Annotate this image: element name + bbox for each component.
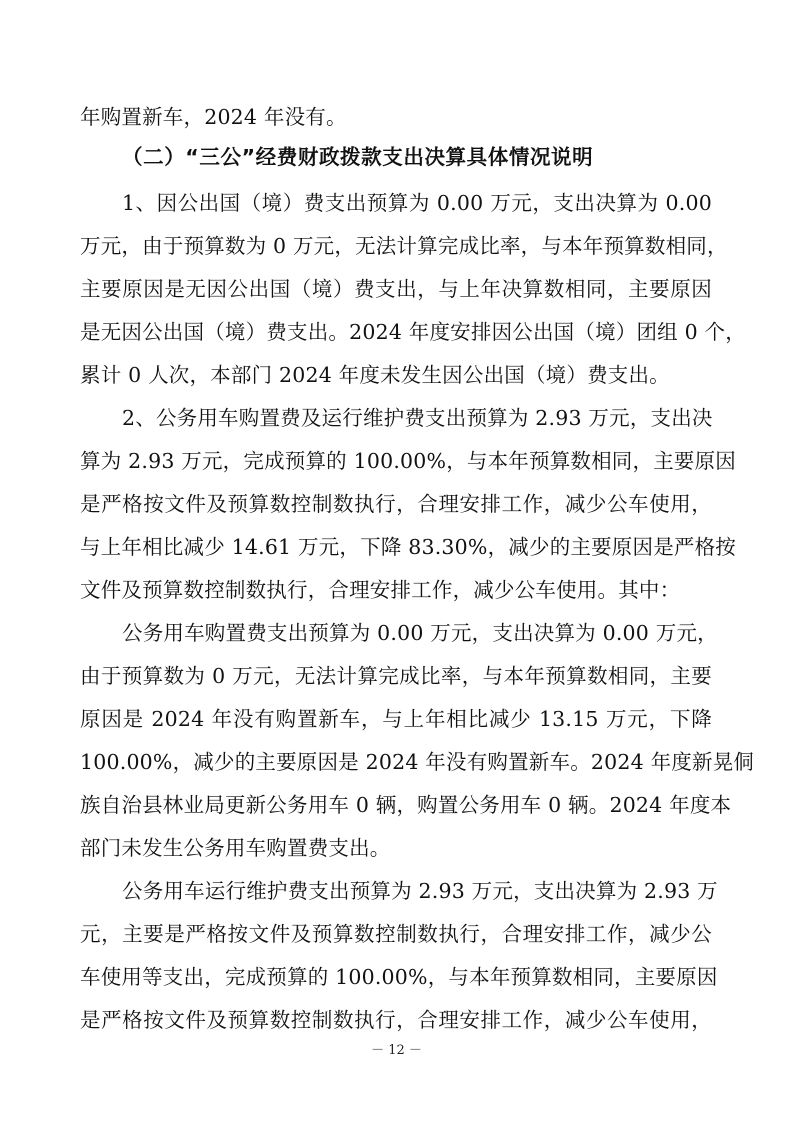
paragraph-line: 公务用车运行维护费支出预算为 2.93 万元，支出决算为 2.93 万 <box>122 879 718 903</box>
paragraph-line: 2、公务用车购置费及运行维护费支出预算为 2.93 万元，支出决 <box>122 406 713 430</box>
paragraph-line: 与上年相比减少 14.61 万元，下降 83.30%，减少的主要原因是严格按 <box>80 535 737 559</box>
paragraph-line: 1、因公出国（境）费支出预算为 0.00 万元，支出决算为 0.00 <box>122 191 712 215</box>
paragraph-line: 是无因公出国（境）费支出。2024 年度安排因公出国（境）团组 0 个， <box>80 320 746 344</box>
paragraph-line: 是严格按文件及预算数控制数执行，合理安排工作，减少公车使用， <box>80 492 712 516</box>
paragraph-line: 公务用车购置费支出预算为 0.00 万元，支出决算为 0.00 万元， <box>122 621 718 645</box>
paragraph-line: 是严格按文件及预算数控制数执行，合理安排工作，减少公车使用， <box>80 1008 712 1032</box>
paragraph-line: 族自治县林业局更新公务用车 0 辆，购置公务用车 0 辆。2024 年度本 <box>80 793 732 817</box>
section-heading: （二）“三公”经费财政拨款支出决算具体情况说明 <box>122 145 594 169</box>
paragraph-line: 累计 0 人次，本部门 2024 年度未发生因公出国（境）费支出。 <box>80 363 670 387</box>
paragraph-line: 主要原因是无因公出国（境）费支出，与上年决算数相同，主要原因 <box>80 277 712 301</box>
paragraph-line: 元，主要是严格按文件及预算数控制数执行，合理安排工作，减少公 <box>80 922 712 946</box>
paragraph-line: 车使用等支出，完成预算的 100.00%，与本年预算数相同，主要原因 <box>80 965 718 989</box>
paragraph-line: 算为 2.93 万元，完成预算的 100.00%，与本年预算数相同，主要原因 <box>80 449 737 473</box>
paragraph-line: 原因是 2024 年没有购置新车，与上年相比减少 13.15 万元，下降 <box>80 707 712 731</box>
page-number: － 12 － <box>371 1043 422 1058</box>
paragraph-line: 文件及预算数控制数执行，合理安排工作，减少公车使用。其中： <box>80 578 681 602</box>
paragraph-line: 部门未发生公务用车购置费支出。 <box>80 836 391 860</box>
paragraph-line: 年购置新车，2024 年没有。 <box>80 105 347 129</box>
paragraph-line: 由于预算数为 0 万元，无法计算完成比率，与本年预算数相同，主要 <box>80 664 712 688</box>
paragraph-line: 万元，由于预算数为 0 万元，无法计算完成比率，与本年预算数相同， <box>80 234 728 258</box>
paragraph-line: 100.00%，减少的主要原因是 2024 年没有购置新车。2024 年度新晃侗 <box>80 750 755 774</box>
